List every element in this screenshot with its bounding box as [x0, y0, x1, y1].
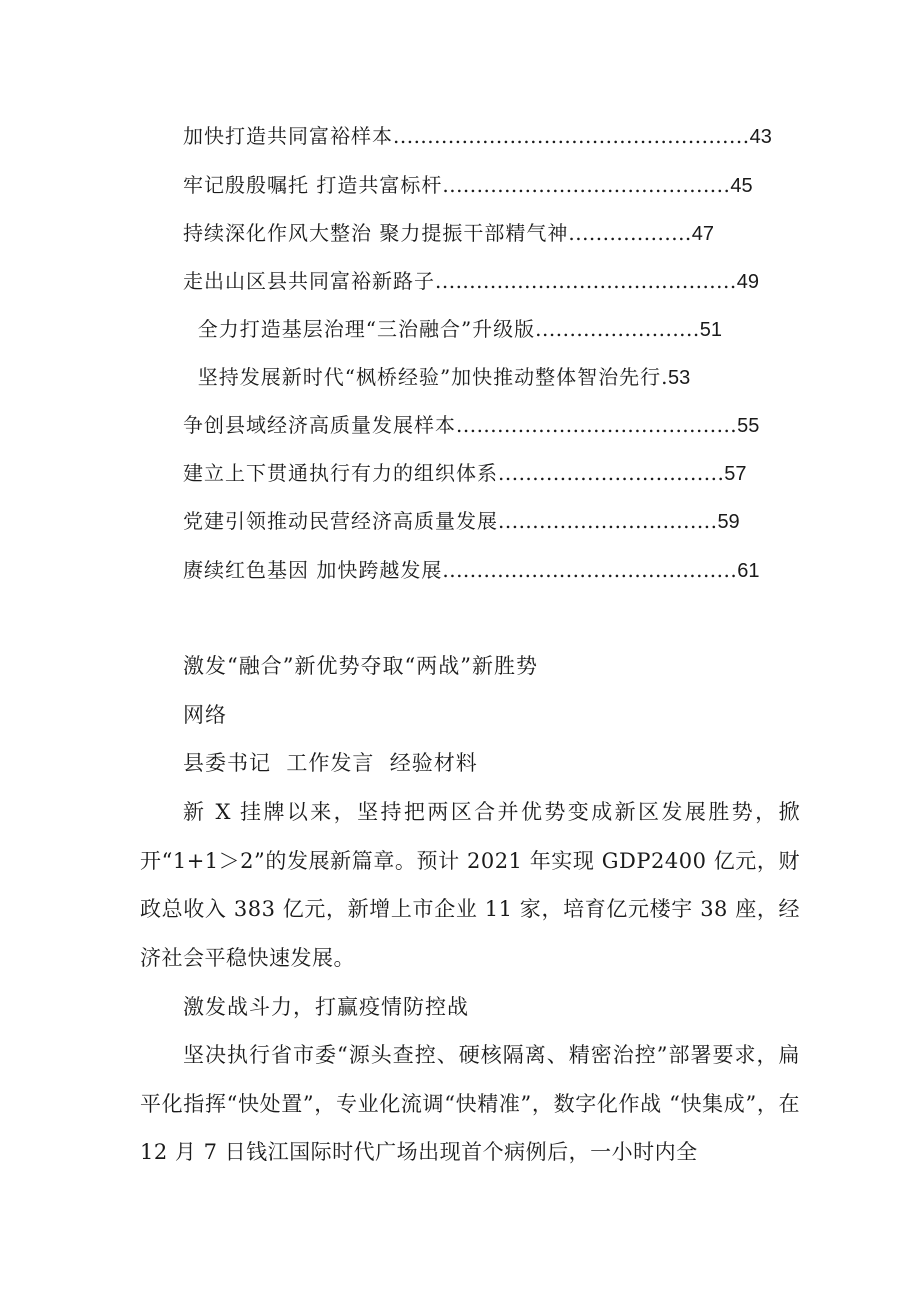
toc-page-number: 49 — [736, 271, 759, 293]
toc-entry[interactable] — [183, 362, 718, 392]
toc-title: 争创县域经济高质量发展样本 — [183, 413, 456, 437]
toc-leader-dots: .......................................... — [442, 173, 731, 197]
article-paragraph-2: 坚决执行省市委“源头查控、硬核隔离、精密治控”部署要求，扁平化指挥“快处置”，专业化流调“快精准”，数字化作战 “快集成”，在 12 月 7 日钱江国际时代广场出现首个病例后，一小时内全 — [140, 1043, 800, 1164]
toc-entry[interactable] — [183, 458, 747, 488]
toc-title: 持续深化作风大整治 聚力提振干部精气神 — [183, 221, 569, 245]
toc-title: 坚持发展新时代“枫桥经验”加快推动整体智治先行 — [183, 365, 662, 389]
toc-leader-dots: ........................................... — [442, 558, 738, 582]
toc-page-number: 57 — [724, 463, 747, 485]
toc-page-number: 53 — [668, 367, 691, 389]
toc-title: 建立上下贯通执行有力的组织体系 — [183, 461, 498, 485]
toc-page-number: 51 — [699, 319, 722, 341]
toc-leader-dots: .................................................... — [393, 124, 750, 148]
toc-entry[interactable] — [183, 314, 722, 344]
toc-entry[interactable] — [183, 506, 740, 536]
toc-entry[interactable] — [183, 410, 760, 440]
toc-page-number: 45 — [730, 175, 753, 197]
toc-title: 走出山区县共同富裕新路子 — [183, 269, 435, 293]
toc-entry[interactable] — [183, 218, 718, 248]
toc-title: 加快打造共同富裕样本 — [183, 124, 393, 148]
toc-entry[interactable] — [183, 555, 760, 585]
toc-leader-dots: ................................. — [498, 461, 725, 485]
toc-title: 赓续红色基因 加快跨越发展 — [183, 558, 443, 582]
article-title: 激发“融合”新优势夺取“两战”新胜势 — [183, 654, 538, 678]
section-heading: 激发战斗力，打赢疫情防控战 — [183, 995, 469, 1019]
toc-entry[interactable] — [183, 266, 759, 296]
toc-leader-dots: ................................ — [498, 509, 718, 533]
toc-page-number: 47 — [691, 223, 715, 245]
toc-title: 全力打造基层治理“三治融合”升级版 — [183, 317, 536, 341]
article-paragraph-1: 新 X 挂牌以来，坚持把两区合并优势变成新区发展胜势，掀开“1+1＞2”的发展新篇章。预计 2021 年实现 GDP2400 亿元，财政总收入 383 亿元，新增上市企业 11 家，培育亿元楼宇 38 座，经济社会平稳快速发展。 — [140, 800, 800, 970]
toc-entry[interactable] — [183, 121, 772, 151]
toc-leader-dots: . — [661, 365, 669, 389]
toc-title: 牢记殷殷嘱托 打造共富标杆 — [183, 173, 443, 197]
toc-title: 党建引领推动民营经济高质量发展 — [183, 509, 498, 533]
toc-leader-dots: ........................ — [535, 317, 700, 341]
toc-page-number: 61 — [737, 560, 760, 582]
toc-leader-dots: ............................................ — [435, 269, 737, 293]
article-source: 网络 — [183, 703, 227, 727]
article-tags: 县委书记 工作发言 经验材料 — [183, 751, 478, 775]
toc-page-number: 59 — [717, 511, 740, 533]
toc-leader-dots: .................. — [568, 221, 692, 245]
toc-page-number: 55 — [737, 415, 760, 437]
toc-leader-dots: ......................................... — [456, 413, 738, 437]
toc-page-number: 43 — [749, 126, 772, 148]
toc-entry[interactable] — [183, 170, 753, 200]
